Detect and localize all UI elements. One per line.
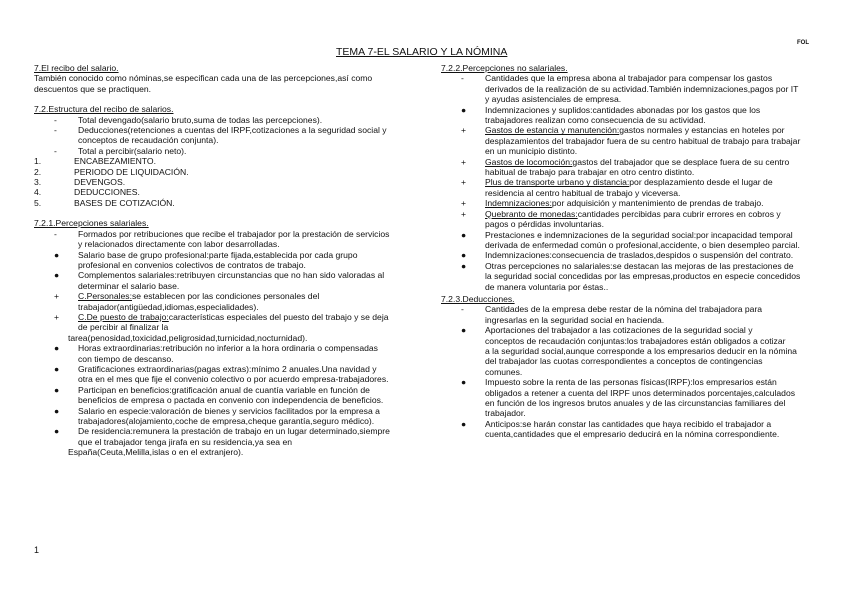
list-item-line: Horas extraordinarias:retribución no inferior a la hora ordinaria o compensadas <box>78 343 378 354</box>
term-label: C.Personales: <box>78 291 132 302</box>
right-column <box>441 63 836 440</box>
numbered-item-text: PERIODO DE LIQUIDACIÓN. <box>74 166 189 177</box>
list-item-line <box>485 209 836 219</box>
bullet-marker: - <box>54 145 57 156</box>
bullet-marker: ● <box>461 418 467 429</box>
bullet-marker: ● <box>54 343 60 354</box>
list-item-line <box>485 125 836 135</box>
list-item-line: Salario en especie:valoración de bienes y servicios facilitados por la empresa a <box>78 405 380 416</box>
list-item <box>34 406 424 427</box>
list-item <box>34 250 424 271</box>
numbered-item-text: DEVENGOS. <box>74 177 126 188</box>
numbered-item-text: DEDUCCIONES. <box>74 187 140 198</box>
list-item-line: Gratificaciones extraordinarias(pagas extras):mínimo 2 anuales.Una navidad y <box>78 363 377 374</box>
list-item-line: en un municipio distinto. <box>485 146 578 157</box>
bullet-marker: - <box>461 304 464 315</box>
item-number: 2. <box>34 166 42 177</box>
list-item <box>441 250 836 260</box>
list-item-line: habitual de trabajo para trabajar en otro centro distinto. <box>485 167 695 178</box>
list-item <box>34 125 424 146</box>
bullet-marker: ● <box>461 250 467 261</box>
list-item-line: trabajador. <box>485 408 526 419</box>
numbered-list <box>34 156 424 208</box>
list-item <box>441 419 836 440</box>
bullet-marker: ● <box>54 405 60 416</box>
bullet-marker: - <box>54 114 57 125</box>
list-item <box>441 105 836 126</box>
list-item-line: a la seguridad social,aunque corresponde a los empresarios deducir en la nómina <box>485 345 797 356</box>
list-item-line: Aportaciones del trabajador a las cotizaciones de la seguridad social y <box>485 325 753 336</box>
section-heading: 7.2.3.Deducciones. <box>441 293 515 304</box>
list-item-line: Participan en beneficios:gratificación anual de cuantía variable en función de <box>78 384 370 395</box>
list-item-line: otra en el mes que fije el convenio colectivo o por acuerdo empresa-trabajadores. <box>78 374 389 385</box>
list-item <box>34 291 424 312</box>
bullet-marker: ● <box>461 325 467 336</box>
term-text: cantidades percibidas para cubrir errores en cobros y <box>577 208 781 219</box>
numbered-item-text: ENCABEZAMIENTO. <box>74 156 156 167</box>
numbered-item <box>34 177 424 187</box>
bullet-marker: ● <box>54 426 60 437</box>
list-item <box>441 377 836 419</box>
list-item-line: trabajador(antigüedad,idiomas,especialidades). <box>78 301 259 312</box>
list-item-line: Prestaciones e indemnizaciones de la seguridad social:por incapacidad temporal <box>485 229 793 240</box>
list-item-line: Cantidades de la empresa debe restar de la nómina del trabajadora para <box>485 304 763 315</box>
list-item-line: trabajadores realizan como consecuencia de su actividad. <box>485 115 706 126</box>
list-item-line: beneficios de empresa o pactada en convenio con independencia de beneficios. <box>78 395 384 406</box>
bullet-marker: + <box>461 208 467 219</box>
term-label: Gastos de locomoción: <box>485 156 573 167</box>
section-heading: 7.2.Estructura del recibo de salarios. <box>34 104 174 115</box>
term-label: C.De puesto de trabajo: <box>78 311 169 322</box>
page-number: 1 <box>34 545 40 555</box>
list-item-line: obligados a retener a cuenta del IRPF unos determinados porcentajes,calculados <box>485 387 796 398</box>
list-item-line: cuenta,cantidades que el empresario deducirá en la nómina correspondiente. <box>485 429 780 440</box>
list-item-line: trabajadores(alojamiento,coche de empresa,cheque garantía,seguro médico). <box>78 416 375 426</box>
list-item-line: Cantidades que la empresa abona al trabajador para compensar los gastos <box>485 73 773 84</box>
list-item-line: del trabajador las cuotas correspondientes a conceptos de contingencias <box>485 356 763 367</box>
list-item <box>441 177 836 198</box>
list-item-line: Impuesto sobre la renta de las personas físicas(IRPF):los empresarios están <box>485 377 777 388</box>
list-item <box>441 325 836 377</box>
bullet-marker: + <box>461 198 467 209</box>
bullet-marker: - <box>54 228 57 239</box>
list-item <box>34 385 424 406</box>
list-item-line: Indemnizaciones y suplidos:cantidades abonadas por los gastos que los <box>485 104 761 115</box>
list-item-line <box>485 177 836 187</box>
list-item <box>34 146 424 156</box>
bullet-list <box>34 229 424 458</box>
list-item-line <box>78 312 424 322</box>
term-label: Gastos de estancia y manutención: <box>485 125 620 136</box>
list-item-line: determinar el salario base. <box>78 280 180 291</box>
bullet-marker: + <box>461 177 467 188</box>
bullet-marker: ● <box>54 249 60 260</box>
list-item-line: Anticipos:se harán constar las cantidades que haya recibido el trabajador a <box>485 418 772 429</box>
list-item <box>34 312 424 333</box>
list-item <box>441 209 836 230</box>
list-item-line: con tiempo de descanso. <box>78 353 174 364</box>
bullet-marker: + <box>461 125 467 136</box>
paragraph <box>34 73 424 94</box>
list-item-line: De residencia:remunera la prestación de trabajo en un lugar determinado,siempre <box>78 426 390 437</box>
list-item <box>441 73 836 104</box>
list-item-line: de manera voluntaria por éstas.. <box>485 281 609 292</box>
term-label: Indemnizaciones: <box>485 198 552 209</box>
list-item <box>441 261 836 292</box>
item-number: 3. <box>34 177 42 188</box>
list-item <box>441 198 836 208</box>
list-item-continuation: tarea(penosidad,toxicidad,peligrosidad,turnicidad,nocturnidad). <box>68 332 308 343</box>
paragraph-line: descuentos que se practiquen. <box>34 83 152 94</box>
list-item-line: en función de los ingresos brutos anuales y de las circunstancias familiares del <box>485 398 786 408</box>
list-item-line <box>485 198 836 208</box>
list-item-line: Complementos salariales:retribuyen circunstancias que no han sido valoradas al <box>78 270 385 281</box>
list-item <box>441 304 836 325</box>
term-text: características especiales del puesto del trabajo y se deja <box>168 311 389 322</box>
section-heading: 7.2.1.Percepciones salariales. <box>34 218 149 229</box>
list-item <box>441 230 836 251</box>
list-item-line: residencia al centro habitual de trabajo y viceversa. <box>485 187 681 198</box>
numbered-item-text: BASES DE COTIZACIÓN. <box>74 197 175 208</box>
list-item-line: Total devengado(salario bruto,suma de todas las percepciones). <box>78 114 323 125</box>
list-item <box>441 157 836 178</box>
list-item-line: desplazamientos del trabajador fuera de su centro habitual de trabajo para trabajar <box>485 135 801 146</box>
bullet-marker: ● <box>54 270 60 281</box>
bullet-marker: + <box>54 311 60 322</box>
term-text: por adquisición y mantenimiento de prendas de trabajo. <box>551 198 764 209</box>
term-label: Quebranto de monedas: <box>485 208 578 219</box>
list-item-line: ingresarlas en la seguridad social en hacienda. <box>485 314 665 325</box>
list-item-line: Formados por retribuciones que recibe el trabajador por la prestación de servicios <box>78 228 390 239</box>
bullet-marker: + <box>461 156 467 167</box>
bullet-list <box>441 304 836 439</box>
bullet-marker: ● <box>461 229 467 240</box>
list-item <box>34 270 424 291</box>
numbered-item <box>34 167 424 177</box>
bullet-list <box>34 115 424 157</box>
term-text: por desplazamiento desde el lugar de <box>629 177 773 188</box>
list-item-line: Salario base de grupo profesional:parte fijada,establecida por cada grupo <box>78 249 358 260</box>
list-item <box>34 115 424 125</box>
bullet-marker: ● <box>54 384 60 395</box>
list-item-line <box>78 291 424 301</box>
page-title: TEMA 7-EL SALARIO Y LA NÓMINA <box>336 46 508 58</box>
list-item-line: de percibir al finalizar la <box>78 322 169 333</box>
list-item-line: y relacionados directamente con labor desarrolladas. <box>78 239 280 250</box>
bullet-marker: ● <box>461 377 467 388</box>
list-item-line: profesional en convenios colectivos de contratos de trabajo. <box>78 259 306 270</box>
bullet-list <box>441 73 836 292</box>
list-item <box>441 125 836 156</box>
term-text: gastos del trabajador que se desplace fuera de su centro <box>572 156 790 167</box>
bullet-marker: - <box>461 73 464 84</box>
bullet-marker: + <box>54 291 60 302</box>
list-item-line: pagos o pérdidas involuntarias. <box>485 219 604 230</box>
list-item-line: y ayudas asistenciales de empresa. <box>485 94 622 105</box>
list-item-line: Deducciones(retenciones a cuentas del IRPF,cotizaciones a la seguridad social y <box>78 125 387 136</box>
list-item-line: la seguridad social concedidas por las empresas,productos en especie concedidos <box>485 271 801 282</box>
item-number: 4. <box>34 187 42 198</box>
list-item-line: derivada de enfermedad común o profesional,accidente, o bien desempleo parcial. <box>485 239 800 250</box>
list-item <box>34 343 424 364</box>
paragraph-line: También conocido como nóminas,se especifican cada una de las percepciones,así como <box>34 73 373 84</box>
numbered-item <box>34 156 424 166</box>
list-item-line: que el trabajador tenga jirafa en su residencia,ya sea en <box>78 436 293 447</box>
item-number: 5. <box>34 197 42 208</box>
list-item-line: derivados de la realización de su actividad.También indemnizaciones,pagos por IT <box>485 83 799 94</box>
term-text: se establecen por las condiciones personales del <box>131 291 320 302</box>
list-item <box>34 229 424 250</box>
left-column <box>34 63 424 458</box>
list-item-line: conceptos de recaudación conjuntas:los trabajadores están obligados a cotizar <box>485 335 786 346</box>
list-item <box>34 364 424 385</box>
section-heading: 7.El recibo del salario. <box>34 63 119 73</box>
list-item-line: Otras percepciones no salariales:se destacan las mejoras de las prestaciones de <box>485 260 794 271</box>
numbered-item <box>34 198 424 208</box>
term-text: gastos normales y estancias en hoteles por <box>619 125 785 136</box>
list-item-line: comunes. <box>485 366 523 377</box>
bullet-marker: ● <box>54 363 60 374</box>
bullet-marker: ● <box>461 260 467 271</box>
item-number: 1. <box>34 156 42 167</box>
bullet-marker: ● <box>461 104 467 115</box>
corner-label: FOL <box>797 40 809 46</box>
list-item <box>34 426 424 447</box>
section-heading: 7.2.2.Percepciones no salariales. <box>441 63 568 73</box>
numbered-item <box>34 187 424 197</box>
bullet-marker: - <box>54 125 57 136</box>
term-label: Plus de transporte urbano y distancia: <box>485 177 630 188</box>
list-item-continuation: España(Ceuta,Melilla,islas o en el extranjero). <box>68 447 244 458</box>
list-item-line: Indemnizaciones:consecuencia de traslados,despidos o suspensión del contrato. <box>485 250 794 261</box>
list-item-line <box>485 157 836 167</box>
list-item-line: conceptos de recaudación conjunta). <box>78 135 219 146</box>
list-item-line: Total a percibir(salario neto). <box>78 145 187 156</box>
